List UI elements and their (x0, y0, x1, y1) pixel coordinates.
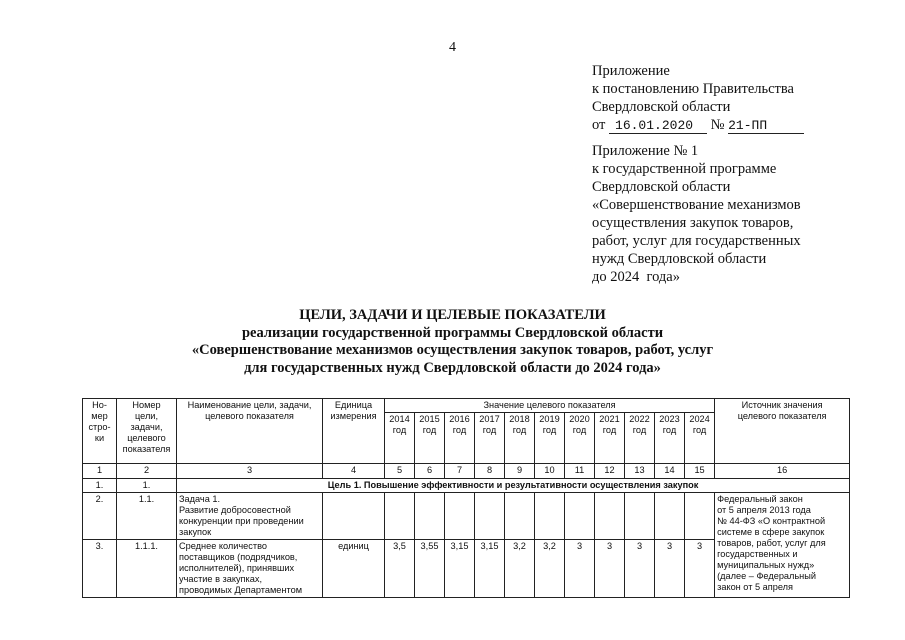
indicator-value: 3,15 (445, 540, 475, 598)
header-year: 2014 год (385, 413, 415, 464)
header-goal-number: Номер цели, задачи, целевого показателя (117, 399, 177, 464)
header-year: 2016 год (445, 413, 475, 464)
program-appendix (592, 142, 801, 286)
column-number: 2 (117, 464, 177, 479)
indicator-value: 3 (625, 540, 655, 598)
indicator-value: 3,2 (505, 540, 535, 598)
title-line: ЦЕЛИ, ЗАДАЧИ И ЦЕЛЕВЫЕ ПОКАЗАТЕЛИ (299, 307, 606, 323)
task-name: Задача 1. Развитие добросовестной конкуренции при проведении закупок (177, 493, 323, 540)
appendix-line: Свердловской области (592, 179, 731, 195)
decree-date: 16.01.2020 (609, 119, 707, 134)
appendix-line: «Совершенствование механизмов (592, 197, 801, 213)
header-row (83, 399, 850, 413)
header-name: Наименование цели, задачи, целевого показателя (177, 399, 323, 464)
column-number: 7 (445, 464, 475, 479)
row-number: 3. (83, 540, 117, 598)
header-year: 2021 год (595, 413, 625, 464)
decree-number: 21-ПП (728, 119, 804, 134)
header-value-group: Значение целевого показателя (385, 399, 715, 413)
empty-cell (595, 493, 625, 540)
column-number: 11 (565, 464, 595, 479)
task-number: 1.1. (117, 493, 177, 540)
goal-text: Цель 1. Повышение эффективности и результативности осуществления закупок (177, 479, 850, 493)
appendix-line: работ, услуг для государственных (592, 233, 801, 249)
empty-cell (565, 493, 595, 540)
row-number: 1. (83, 479, 117, 493)
appendix-line: осуществления закупок товаров, (592, 215, 794, 231)
empty-cell (655, 493, 685, 540)
column-number: 8 (475, 464, 505, 479)
indicator-name: Среднее количество поставщиков (подрядчиков, исполнителей), принявших участие в закупках, проводимых Департаментом (177, 540, 323, 598)
column-number: 5 (385, 464, 415, 479)
column-number: 16 (715, 464, 850, 479)
empty-cell (415, 493, 445, 540)
task-row (83, 493, 850, 540)
column-number: 3 (177, 464, 323, 479)
number-prefix: № (710, 117, 725, 133)
indicator-value: 3,55 (415, 540, 445, 598)
date-prefix: от (592, 117, 606, 133)
indicator-unit: единиц (323, 540, 385, 598)
empty-cell (505, 493, 535, 540)
empty-cell (535, 493, 565, 540)
column-number: 13 (625, 464, 655, 479)
empty-cell (385, 493, 415, 540)
indicator-value: 3 (655, 540, 685, 598)
title-line: для государственных нужд Свердловской области до 2024 года» (244, 359, 661, 376)
column-number: 15 (685, 464, 715, 479)
title-line: «Совершенствование механизмов осуществления закупок товаров, работ, услуг (191, 342, 714, 358)
appendix-line: к постановлению Правительства (592, 81, 794, 97)
header-year: 2024 год (685, 413, 715, 464)
header-year: 2022 год (625, 413, 655, 464)
document-title (0, 307, 905, 377)
column-number: 4 (323, 464, 385, 479)
page-number: 4 (449, 40, 456, 55)
header-year: 2018 год (505, 413, 535, 464)
goal-number: 1. (117, 479, 177, 493)
appendix-line: нужд Свердловской области (592, 251, 767, 267)
appendix-line: Приложение (592, 63, 670, 79)
indicator-source: Федеральный закон от 5 апреля 2013 года № 44-ФЗ «О контрактной системе в сфере закупок товаров, работ, услуг для государственных и муниципальных нужд» (далее – Федеральный закон от 5 апреля (715, 493, 850, 598)
empty-cell (685, 493, 715, 540)
indicator-value: 3,2 (535, 540, 565, 598)
header-year: 2020 год (565, 413, 595, 464)
column-number: 1 (83, 464, 117, 479)
indicator-value: 3 (565, 540, 595, 598)
indicator-value: 3,15 (475, 540, 505, 598)
appendix-line: Приложение № 1 (592, 143, 699, 159)
column-number: 14 (655, 464, 685, 479)
column-number: 9 (505, 464, 535, 479)
appendix-line: Свердловской области (592, 99, 731, 115)
empty-cell (625, 493, 655, 540)
header-year: 2017 год (475, 413, 505, 464)
indicator-value: 3,5 (385, 540, 415, 598)
title-line: реализации государственной программы Свердловской области (241, 324, 664, 341)
row-number: 2. (83, 493, 117, 540)
empty-cell (323, 493, 385, 540)
header-year: 2023 год (655, 413, 685, 464)
goal-row (83, 479, 850, 493)
column-number: 6 (415, 464, 445, 479)
indicators-table (82, 398, 850, 598)
header-row-number: Но- мер стро- ки (83, 399, 117, 464)
indicator-number: 1.1.1. (117, 540, 177, 598)
header-source: Источник значения целевого показателя (715, 399, 850, 464)
indicator-value: 3 (595, 540, 625, 598)
header-year: 2015 год (415, 413, 445, 464)
empty-cell (445, 493, 475, 540)
empty-cell (475, 493, 505, 540)
column-numbers-row (83, 464, 850, 479)
column-number: 10 (535, 464, 565, 479)
header-year: 2019 год (535, 413, 565, 464)
column-number: 12 (595, 464, 625, 479)
indicator-value: 3 (685, 540, 715, 598)
appendix-line: до 2024 года» (592, 269, 680, 285)
header-unit: Единица измерения (323, 399, 385, 464)
government-decree-appendix (592, 62, 804, 134)
appendix-line: к государственной программе (592, 161, 777, 177)
